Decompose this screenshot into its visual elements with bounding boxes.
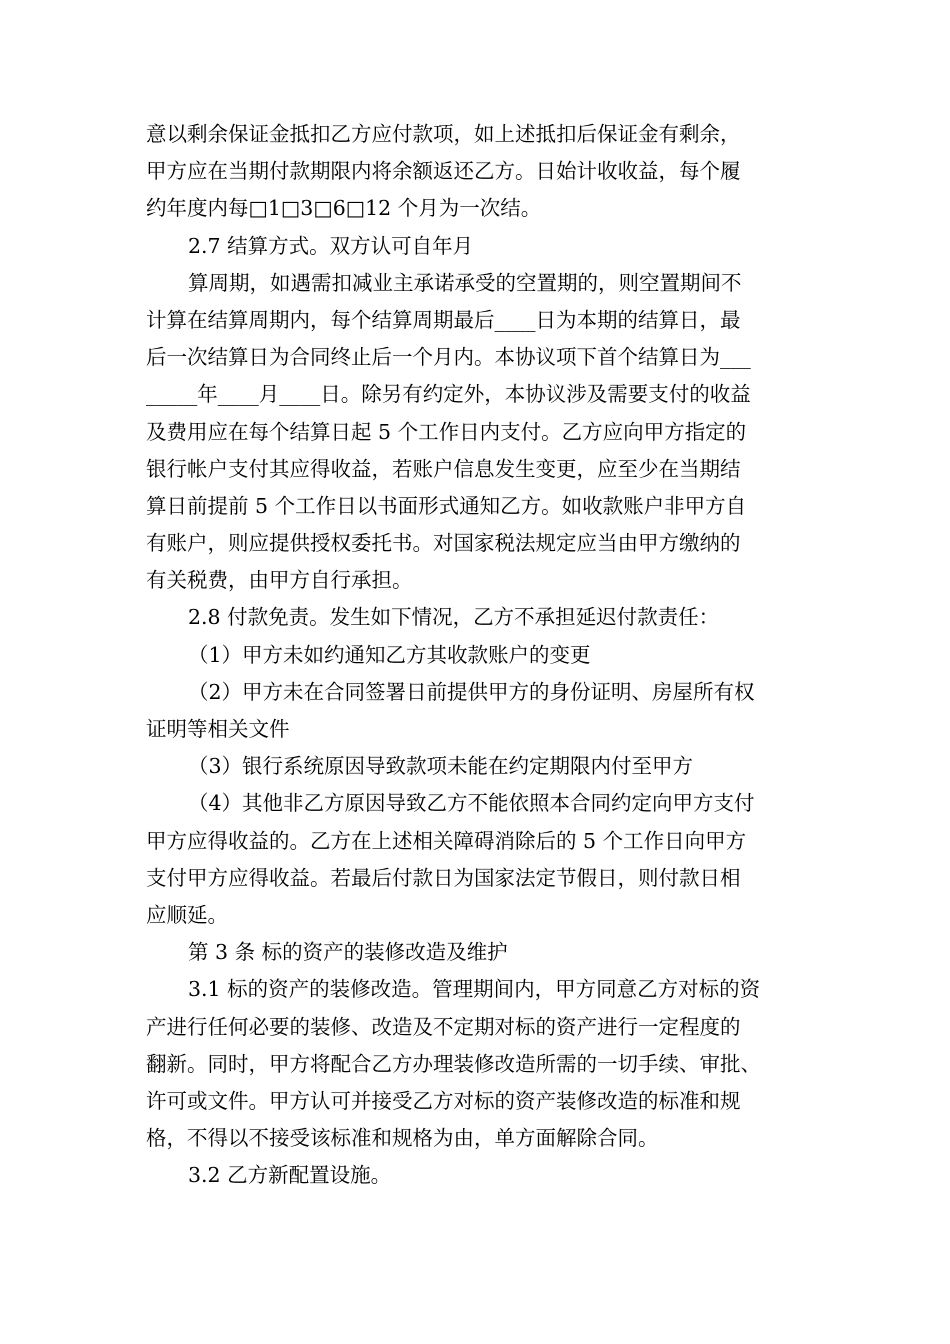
text-line: _____年____月____日。除另有约定外，本协议涉及需要支付的收益 bbox=[146, 382, 751, 407]
text-line: 3.1 标的资产的装修改造。管理期间内，甲方同意乙方对标的资 bbox=[188, 977, 761, 1002]
text-line: 约年度内每□1□3□6□12 个月为一次结。 bbox=[146, 196, 542, 221]
text-line: （1）甲方未如约通知乙方其收款账户的变更 bbox=[188, 642, 591, 667]
text-line: 2.8 付款免责。发生如下情况，乙方不承担延迟付款责任： bbox=[188, 605, 720, 630]
text-line: 甲方应在当期付款期限内将余额返还乙方。日始计收收益，每个履 bbox=[146, 159, 741, 184]
text-line: 算周期，如遇需扣减业主承诺承受的空置期的，则空置期间不 bbox=[188, 270, 742, 295]
document-page bbox=[146, 116, 806, 1194]
text-line: 格，不得以不接受该标准和规格为由，单方面解除合同。 bbox=[146, 1126, 659, 1151]
text-line: 甲方应得收益的。乙方在上述相关障碍消除后的 5 个工作日向甲方 bbox=[146, 828, 747, 853]
text-line: 算日前提前 5 个工作日以书面形式通知乙方。如收款账户非甲方自 bbox=[146, 493, 747, 518]
text-line: （4）其他非乙方原因导致乙方不能依照本合同约定向甲方支付 bbox=[188, 791, 755, 816]
text-line: 有账户，则应提供授权委托书。对国家税法规定应当由甲方缴纳的 bbox=[146, 531, 741, 556]
text-line: 证明等相关文件 bbox=[146, 717, 290, 741]
text-line: 支付甲方应得收益。若最后付款日为国家法定节假日，则付款日相 bbox=[146, 865, 741, 890]
text-line: 计算在结算周期内，每个结算周期最后____日为本期的结算日，最 bbox=[146, 307, 741, 332]
text-line: （2）甲方未在合同签署日前提供甲方的身份证明、房屋所有权 bbox=[188, 679, 755, 704]
text-line: 及费用应在每个结算日起 5 个工作日内支付。乙方应向甲方指定的 bbox=[146, 419, 747, 444]
text-line: 产进行任何必要的装修、改造及不定期对标的资产进行一定程度的 bbox=[146, 1014, 741, 1039]
text-line: 应顺延。 bbox=[146, 902, 228, 927]
text-line: （3）银行系统原因导致款项未能在约定期限内付至甲方 bbox=[188, 754, 694, 779]
text-line: 2.7 结算方式。双方认可自年月 bbox=[188, 233, 474, 258]
text-line: 3.2 乙方新配置设施。 bbox=[188, 1163, 392, 1188]
text-line: 翻新。同时，甲方将配合乙方办理装修改造所需的一切手续、审批、 bbox=[146, 1051, 761, 1076]
text-line: 意以剩余保证金抵扣乙方应付款项，如上述抵扣后保证金有剩余， bbox=[146, 122, 741, 146]
text-line: 银行帐户支付其应得收益，若账户信息发生变更，应至少在当期结 bbox=[146, 456, 741, 481]
text-line: 许可或文件。甲方认可并接受乙方对标的资产装修改造的标准和规 bbox=[146, 1088, 741, 1113]
text-line: 后一次结算日为合同终止后一个月内。本协议项下首个结算日为___ bbox=[146, 345, 751, 370]
text-line: 第 3 条 标的资产的装修改造及维护 bbox=[188, 940, 508, 965]
text-line: 有关税费，由甲方自行承担。 bbox=[146, 568, 413, 593]
